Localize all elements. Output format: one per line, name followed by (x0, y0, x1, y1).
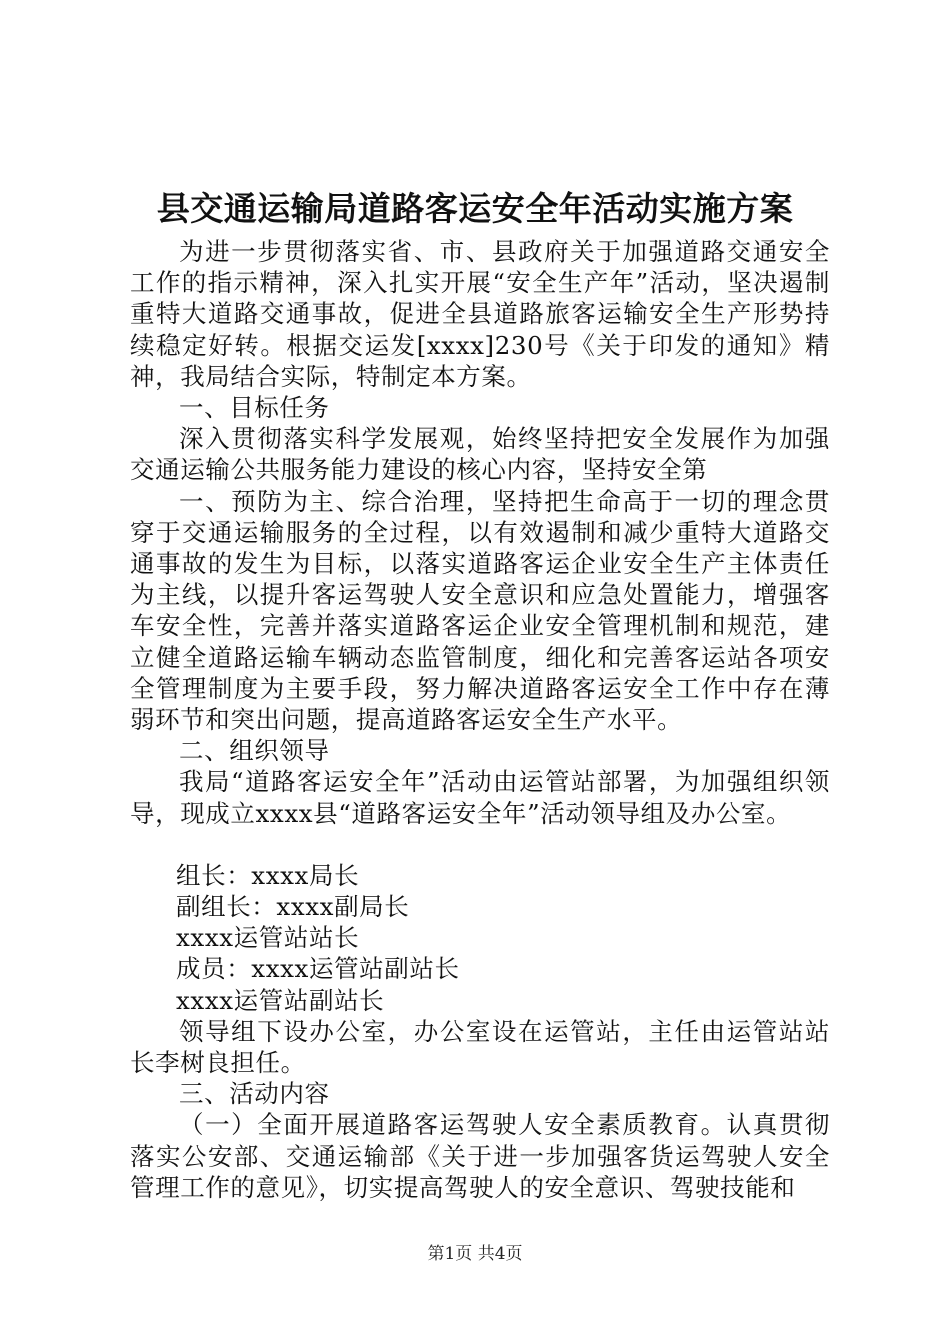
goals-paragraph-2: 一、预防为主、综合治理，坚持把生命高于一切的理念贯穿于交通运输服务的全过程，以有效遏制和减少重特大道路交通事故的发生为目标，以落实道路客运企业安全生产主体责任为主线，以提升客运驾驶人安全意识和应急处置能力，增强客车安全性，完善并落实道路客运企业安全管理机制和规范，建立健全道路运输车辆动态监管制度，细化和完善客运站各项安全管理制度为主要手段，努力解决道路客运安全工作中存在薄弱环节和突出问题，提高道路客运安全生产水平。 (130, 486, 830, 735)
page-footer: 第1页 共4页 (427, 1244, 523, 1264)
section-heading-goals: 一、目标任务 (179, 393, 330, 423)
goals-paragraph-1: 深入贯彻落实科学发展观，始终坚持把安全发展作为加强交通运输公共服务能力建设的核心内容，坚持安全第 (130, 424, 830, 485)
section-heading-organization: 二、组织领导 (179, 736, 330, 766)
deputy-leader-line-2: xxxx运管站站长 (176, 923, 360, 953)
activity-paragraph-1: （一）全面开展道路客运驾驶人安全素质教育。认真贯彻落实公安部、交通运输部《关于进一步加强客货运驾驶人安全管理工作的意见》，切实提高驾驶人的安全意识、驾驶技能和 (130, 1110, 830, 1202)
member-line: 成员：xxxx运管站副站长 (176, 954, 460, 984)
section-heading-activities: 三、活动内容 (179, 1079, 330, 1109)
document-body (130, 236, 830, 1203)
office-paragraph: 领导组下设办公室，办公室设在运管站，主任由运管站站长李树良担任。 (130, 1016, 830, 1078)
intro-paragraph: 为进一步贯彻落实省、市、县政府关于加强道路交通安全工作的指示精神，深入扎实开展“安全生产年”活动，坚决遏制重特大道路交通事故，促进全县道路旅客运输安全生产形势持续稳定好转。根据交运发[xxxx]230号《关于印发的通知》精神，我局结合实际，特制定本方案。 (130, 237, 830, 391)
blank-line (130, 829, 830, 860)
document-title: 县交通运输局道路客运安全年活动实施方案 (156, 189, 794, 228)
deputy-leader-line: 副组长：xxxx副局长 (176, 892, 410, 922)
organization-paragraph: 我局“道路客运安全年”活动由运管站部署，为加强组织领导，现成立xxxx县“道路客运安全年”活动领导组及办公室。 (130, 767, 830, 828)
member-line-2: xxxx运管站副站长 (176, 985, 385, 1015)
leader-line: 组长：xxxx局长 (176, 860, 360, 890)
